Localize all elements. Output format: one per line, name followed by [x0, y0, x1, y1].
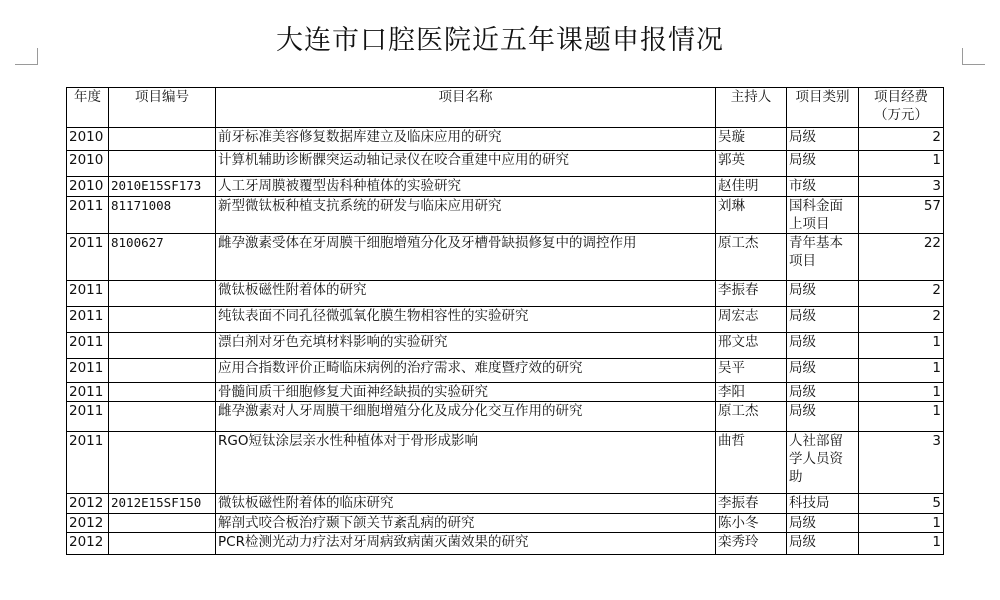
year-cell: 2011 [67, 383, 109, 402]
project-name-cell: RGO短钛涂层亲水性种植体对于骨形成影响 [216, 432, 716, 494]
project-code-cell [109, 432, 216, 494]
table-row [67, 177, 944, 197]
funding-cell: 1 [859, 533, 944, 555]
project-name-cell: 计算机辅助诊断髁突运动轴记录仪在咬合重建中应用的研究 [216, 151, 716, 177]
category-cell: 局级 [787, 307, 859, 333]
header-category: 项目类别 [787, 88, 859, 128]
table-row [67, 333, 944, 359]
header-leader: 主持人 [716, 88, 787, 128]
table-row [67, 128, 944, 151]
project-code-cell: 8100627 [109, 234, 216, 281]
project-name-cell: 解剖式咬合板治疗颞下颌关节紊乱病的研究 [216, 514, 716, 533]
leader-cell: 吴璇 [716, 128, 787, 151]
project-code-cell [109, 333, 216, 359]
table-header-row [67, 88, 944, 128]
year-cell: 2011 [67, 333, 109, 359]
project-name-cell: 雌孕激素受体在牙周膜干细胞增殖分化及牙槽骨缺损修复中的调控作用 [216, 234, 716, 281]
leader-cell: 周宏志 [716, 307, 787, 333]
year-cell: 2012 [67, 494, 109, 514]
funding-cell: 2 [859, 281, 944, 307]
leader-cell: 吴平 [716, 359, 787, 383]
project-code-cell [109, 128, 216, 151]
project-name-cell: 漂白剂对牙色充填材料影响的实验研究 [216, 333, 716, 359]
project-code-cell [109, 359, 216, 383]
document-title: 大连市口腔医院近五年课题申报情况 [276, 25, 724, 56]
leader-cell: 郭英 [716, 151, 787, 177]
funding-cell: 22 [859, 234, 944, 281]
leader-cell: 李阳 [716, 383, 787, 402]
leader-cell: 曲哲 [716, 432, 787, 494]
year-cell: 2011 [67, 197, 109, 234]
category-cell: 局级 [787, 281, 859, 307]
year-cell: 2011 [67, 432, 109, 494]
leader-cell: 栾秀玲 [716, 533, 787, 555]
funding-cell: 3 [859, 432, 944, 494]
category-cell: 局级 [787, 128, 859, 151]
category-cell: 局级 [787, 359, 859, 383]
table-row [67, 281, 944, 307]
project-code-cell: 81171008 [109, 197, 216, 234]
category-cell: 科技局 [787, 494, 859, 514]
leader-cell: 原工杰 [716, 402, 787, 432]
table-row [67, 533, 944, 555]
category-cell: 国科金面上项目 [787, 197, 859, 234]
project-name-cell: 前牙标准美容修复数据库建立及临床应用的研究 [216, 128, 716, 151]
project-code-cell [109, 402, 216, 432]
header-project-code: 项目编号 [109, 88, 216, 128]
year-cell: 2012 [67, 514, 109, 533]
year-cell: 2010 [67, 177, 109, 197]
funding-cell: 1 [859, 151, 944, 177]
project-code-cell: 2010E15SF173 [109, 177, 216, 197]
header-year: 年度 [67, 88, 109, 128]
category-cell: 局级 [787, 151, 859, 177]
year-cell: 2011 [67, 307, 109, 333]
funding-cell: 1 [859, 333, 944, 359]
project-name-cell: 纯钛表面不同孔径微弧氧化膜生物相容性的实验研究 [216, 307, 716, 333]
year-cell: 2010 [67, 151, 109, 177]
leader-cell: 原工杰 [716, 234, 787, 281]
category-cell: 局级 [787, 402, 859, 432]
project-code-cell [109, 281, 216, 307]
table-row [67, 494, 944, 514]
funding-cell: 5 [859, 494, 944, 514]
funding-cell: 57 [859, 197, 944, 234]
leader-cell: 李振春 [716, 494, 787, 514]
header-funding: 项目经费（万元） [859, 88, 944, 128]
table-row [67, 234, 944, 281]
project-code-cell [109, 307, 216, 333]
table-row [67, 151, 944, 177]
table-row [67, 307, 944, 333]
project-name-cell: 骨髓间质干细胞修复犬面神经缺损的实验研究 [216, 383, 716, 402]
table-row [67, 402, 944, 432]
table-row [67, 197, 944, 234]
year-cell: 2011 [67, 402, 109, 432]
table-row [67, 514, 944, 533]
project-name-cell: 人工牙周膜被覆型齿科种植体的实验研究 [216, 177, 716, 197]
funding-cell: 2 [859, 307, 944, 333]
project-name-cell: 应用合指数评价正畸临床病例的治疗需求、难度暨疗效的研究 [216, 359, 716, 383]
project-code-cell: 2012E15SF150 [109, 494, 216, 514]
project-code-cell [109, 514, 216, 533]
funding-cell: 1 [859, 402, 944, 432]
year-cell: 2012 [67, 533, 109, 555]
category-cell: 局级 [787, 383, 859, 402]
table-row [67, 383, 944, 402]
funding-cell: 1 [859, 359, 944, 383]
year-cell: 2011 [67, 234, 109, 281]
funding-cell: 1 [859, 514, 944, 533]
category-cell: 局级 [787, 514, 859, 533]
project-name-cell: 新型微钛板种植支抗系统的研发与临床应用研究 [216, 197, 716, 234]
project-name-cell: 微钛板磁性附着体的研究 [216, 281, 716, 307]
projects-table [66, 87, 944, 555]
funding-cell: 2 [859, 128, 944, 151]
leader-cell: 赵佳明 [716, 177, 787, 197]
header-project-name: 项目名称 [216, 88, 716, 128]
project-name-cell: 雌孕激素对人牙周膜干细胞增殖分化及成分化交互作用的研究 [216, 402, 716, 432]
category-cell: 青年基本项目 [787, 234, 859, 281]
project-code-cell [109, 151, 216, 177]
leader-cell: 李振春 [716, 281, 787, 307]
leader-cell: 刘琳 [716, 197, 787, 234]
leader-cell: 邢文忠 [716, 333, 787, 359]
category-cell: 局级 [787, 333, 859, 359]
leader-cell: 陈小冬 [716, 514, 787, 533]
project-name-cell: PCR检测光动力疗法对牙周病致病菌灭菌效果的研究 [216, 533, 716, 555]
project-code-cell [109, 533, 216, 555]
project-code-cell [109, 383, 216, 402]
funding-cell: 1 [859, 383, 944, 402]
year-cell: 2011 [67, 281, 109, 307]
year-cell: 2010 [67, 128, 109, 151]
category-cell: 人社部留学人员资助 [787, 432, 859, 494]
table-row [67, 432, 944, 494]
project-name-cell: 微钛板磁性附着体的临床研究 [216, 494, 716, 514]
year-cell: 2011 [67, 359, 109, 383]
table-row [67, 359, 944, 383]
funding-cell: 3 [859, 177, 944, 197]
category-cell: 市级 [787, 177, 859, 197]
category-cell: 局级 [787, 533, 859, 555]
